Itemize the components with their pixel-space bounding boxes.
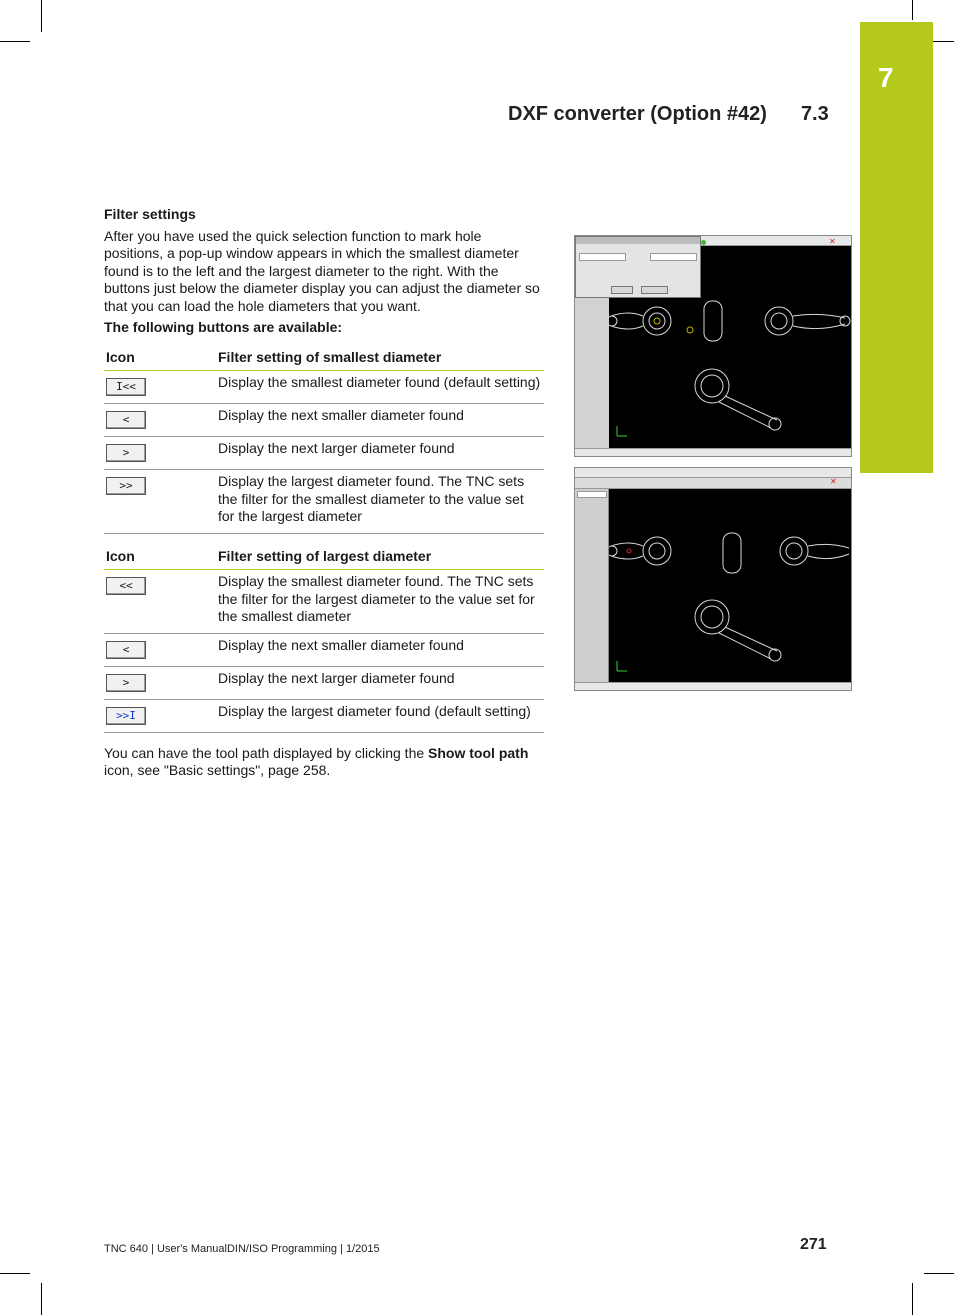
table-row	[104, 470, 544, 534]
largest-diameter-table	[104, 544, 544, 733]
previous-largest-button[interactable]: <	[106, 641, 146, 659]
buttons-heading: The following buttons are available:	[104, 319, 343, 335]
table-row	[104, 633, 544, 666]
filter-popup-dialog	[575, 236, 701, 298]
table-header-row	[104, 544, 544, 570]
row-description: Display the largest diameter found (default setting)	[216, 699, 544, 732]
status-bar	[575, 682, 851, 690]
section-header	[508, 103, 829, 126]
last-smallest-button[interactable]: >>	[106, 477, 146, 495]
closing-text-reference: icon, see "Basic settings", page 258.	[104, 762, 331, 778]
row-description: Display the next smaller diameter found	[216, 633, 544, 666]
crop-mark	[924, 1273, 954, 1274]
crop-mark	[41, 1283, 42, 1315]
table-row	[104, 371, 544, 404]
dxf-screenshot-tool-path	[574, 467, 852, 691]
previous-smallest-button[interactable]: <	[106, 411, 146, 429]
table-row	[104, 404, 544, 437]
table-row	[104, 699, 544, 732]
close-icon[interactable]: ✕	[830, 477, 837, 486]
row-description: Display the next larger diameter found	[216, 666, 544, 699]
description-column-header: Filter setting of largest diameter	[216, 544, 544, 570]
intro-paragraph: After you have used the quick selection function to mark hole positions, a pop-up window appears in which the smallest diameter found is to the left and the largest diameter to the right. With the buttons just below the diameter display you can adjust the diameter so that you can load the hole diameters that you want.	[104, 227, 540, 314]
filter-settings-heading: Filter settings	[104, 206, 196, 222]
toolbar	[575, 478, 851, 489]
window-title-bar	[575, 468, 851, 478]
smallest-diameter-table	[104, 345, 544, 534]
chapter-number: 7	[878, 62, 894, 93]
crop-mark	[912, 1283, 913, 1315]
row-description: Display the smallest diameter found. The TNC sets the filter for the largest diameter to the value set for the smallest diameter	[216, 570, 544, 634]
next-largest-button[interactable]: >	[106, 674, 146, 692]
first-largest-button[interactable]: <<	[106, 577, 146, 595]
close-icon[interactable]: ✕	[829, 237, 836, 246]
description-column-header: Filter setting of smallest diameter	[216, 345, 544, 371]
chapter-tab	[860, 22, 933, 473]
closing-text: You can have the tool path displayed by clicking the	[104, 744, 429, 761]
table-row	[104, 570, 544, 634]
crop-mark	[41, 0, 42, 32]
table-row	[104, 666, 544, 699]
accept-icon[interactable]	[701, 240, 706, 245]
footer-text: TNC 640 | User's ManualDIN/ISO Programming | 1/2015	[104, 1243, 380, 1255]
drawing-canvas	[609, 489, 851, 682]
crop-mark	[912, 0, 913, 20]
table-header-row	[104, 345, 544, 371]
row-description: Display the next smaller diameter found	[216, 404, 544, 437]
show-tool-path-label: Show tool path	[428, 744, 529, 761]
closing-paragraph	[104, 745, 544, 780]
table-row	[104, 437, 544, 470]
main-content	[104, 206, 544, 780]
row-description: Display the smallest diameter found (default setting)	[216, 371, 544, 404]
icon-column-header: Icon	[104, 544, 216, 570]
icon-column-header: Icon	[104, 345, 216, 371]
row-description: Display the next larger diameter found	[216, 437, 544, 470]
dxf-screenshot-filter-popup	[574, 235, 852, 457]
status-bar	[575, 448, 851, 456]
section-number: 7.3	[800, 103, 829, 125]
page-number: 271	[800, 1236, 827, 1253]
next-smallest-button[interactable]: >	[106, 444, 146, 462]
first-smallest-button[interactable]: I<<	[106, 378, 146, 396]
row-description: Display the largest diameter found. The TNC sets the filter for the smallest diameter to the value set for the largest diameter	[216, 470, 544, 534]
last-largest-button[interactable]: >>I	[106, 707, 146, 725]
crop-mark	[0, 1273, 30, 1274]
element-list-panel	[575, 489, 609, 682]
connecting-rod-drawing	[609, 489, 851, 682]
crop-mark	[0, 41, 30, 42]
section-title: DXF converter (Option #42)	[508, 103, 767, 125]
